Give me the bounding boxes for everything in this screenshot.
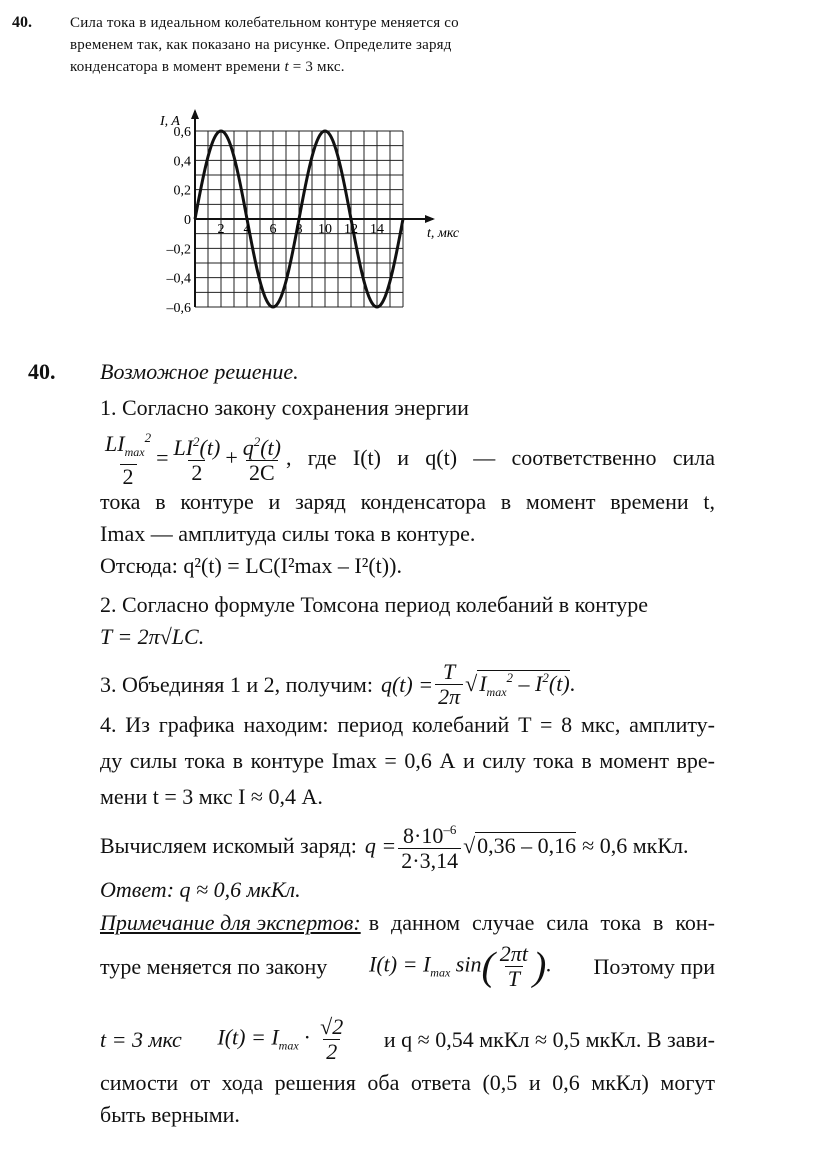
step4-line1: 4. Из графика находим: период колебаний T = 8 мкс, амплиту-: [100, 712, 715, 737]
step4-line3: мени t = 3 мкс I ≈ 0,4 А.: [100, 784, 323, 809]
note-label: Примечание для экспертов:: [100, 910, 361, 935]
y-tick-label: –0,4: [166, 271, 191, 287]
y-axis-arrow-icon: [191, 109, 199, 119]
step3: 3. Объединяя 1 и 2, получим: q(t) = $\frac{T}{2\pi}$ $√I_{max}^2 - I^2(t)$.: [100, 659, 576, 709]
energy-equation: $\frac{LI_{max}^2}{2}$ = $\frac{LI^2(t)}{2}$ + $\frac{q^2(t)}{2C}$ , где I(t) и q(t) — соответственно сила: [105, 430, 715, 489]
y-tick-label: –0,6: [166, 301, 191, 316]
step2-line1: 2. Согласно формуле Томсона период колебаний в контуре: [100, 592, 649, 617]
note-line4: симости от хода решения оба ответа (0,5 и 0,6 мкКл) могут: [100, 1070, 715, 1095]
x-tick-label: 8: [295, 222, 303, 237]
answer: Ответ: q ≈ 0,6 мкКл.: [100, 877, 301, 902]
problem-number: 40.: [12, 14, 32, 31]
step1-line5: Отсюда: q²(t) = LC(I²max – I²(t)).: [100, 553, 402, 578]
step1-line3: тока в контуре и заряд конденсатора в момент времени t,: [100, 489, 715, 514]
step1-eq-tail: , где I(t) и q(t) — соответственно сила: [286, 444, 715, 470]
x-tick-label: 12: [344, 222, 358, 237]
solution-number: 40.: [28, 359, 56, 384]
step1-line1: 1. Согласно закону сохранения энергии: [100, 395, 469, 420]
x-tick-label: 4: [243, 222, 251, 237]
note-line5: быть верными.: [100, 1102, 240, 1127]
step1-line4: Imax — амплитуда силы тока в контуре.: [100, 521, 476, 546]
charge-calculation: Вычисляем искомый заряд: q = $\frac{8\cdot 10^{-6}}{2\cdot 3,14}$ √0,36 – 0,16 ≈ 0,6 мкКл.: [100, 822, 689, 873]
x-tick-label: 2: [217, 222, 225, 237]
current-chart: [140, 105, 480, 325]
y-tick-label: 0,2: [173, 183, 191, 199]
problem-line-1: Сила тока в идеальном колебательном контуре меняется со: [70, 15, 459, 31]
problem-text: [70, 12, 565, 78]
y-tick-label: 0,6: [173, 125, 191, 140]
problem-line-3: конденсатора в момент времени t = 3 мкс.: [70, 59, 345, 75]
x-axis-label: t, мкс: [427, 226, 460, 241]
problem-line-2: временем так, как показано на рисунке. Определите заряд: [70, 37, 452, 53]
x-axis-arrow-icon: [425, 215, 435, 223]
note-line3: t = 3 мкс $I(t) = I_{max}$ · $\frac{√2}{2}$ и q ≈ 0,54 мкКл ≈ 0,5 мкКл. В зави-: [100, 1014, 715, 1064]
sine-law: $I(t) = I_{max}$ sin( $\frac{2\pi t}{T}$ ).: [369, 941, 552, 991]
x-tick-label: 10: [318, 222, 332, 237]
x-tick-label: 6: [269, 222, 277, 237]
thomson-formula: T = 2π√LC.: [100, 624, 205, 649]
y-tick-label: 0,4: [173, 154, 191, 170]
x-tick-label: 14: [370, 222, 384, 237]
solution-heading: Возможное решение.: [100, 359, 299, 384]
step4-line2: ду силы тока в контуре Imax = 0,6 А и силу тока в момент вре-: [100, 748, 715, 773]
y-axis-label: I, A: [160, 114, 180, 129]
note-line2: туре меняется по закону $I(t) = I_{max}$ sin( $\frac{2\pi t}{T}$ ). Поэтому при: [100, 941, 715, 991]
y-tick-label: –0,2: [166, 242, 191, 258]
note-line1: Примечание для экспертов: в данном случае сила тока в кон-: [100, 908, 715, 938]
y-tick-label: 0: [184, 213, 191, 228]
